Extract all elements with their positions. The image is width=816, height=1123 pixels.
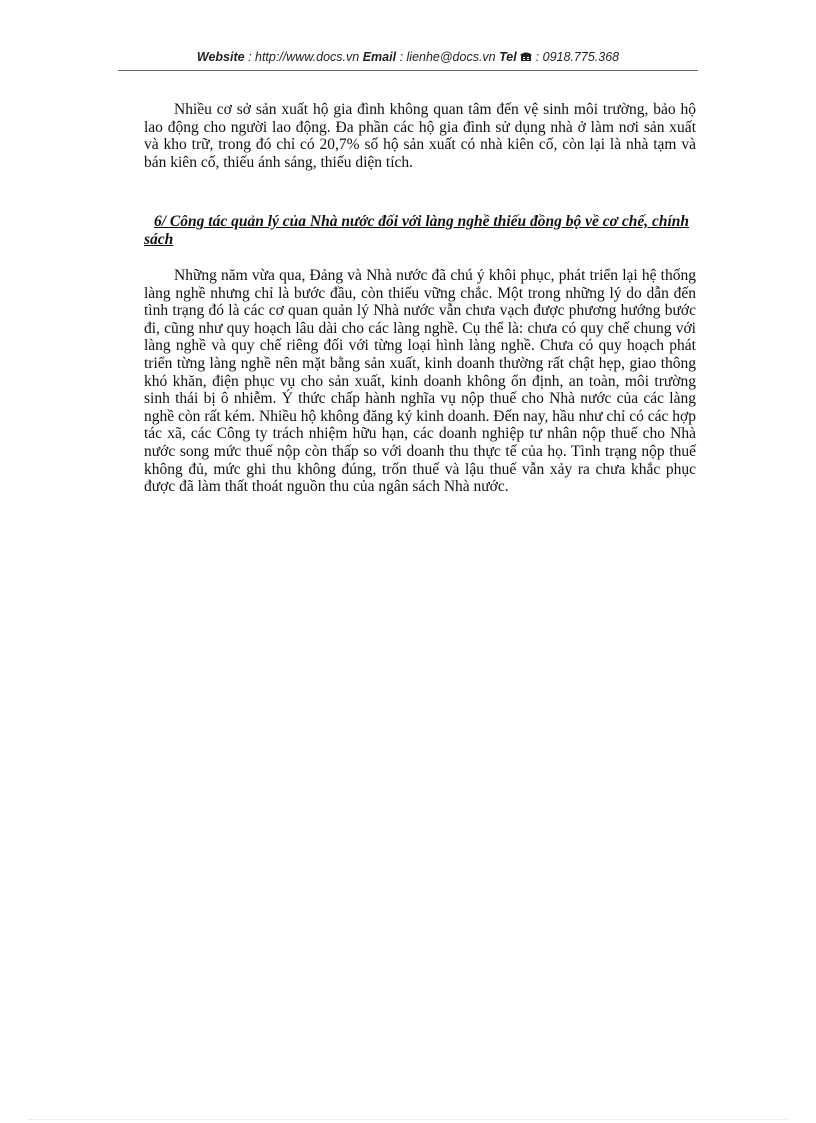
email-value: : lienhe@docs.vn bbox=[399, 50, 496, 64]
website-value: : http://www.docs.vn bbox=[248, 50, 360, 64]
page-header bbox=[118, 50, 698, 64]
phone-icon bbox=[520, 50, 535, 64]
website-label: Website bbox=[196, 50, 245, 64]
header-divider bbox=[118, 70, 698, 71]
paragraph-2: Những năm vừa qua, Đảng và Nhà nước đã chú ý khôi phục, phát triển lại hệ thống làng nghề nhưng chỉ là bước đầu, còn thiếu vững chắc. Một trong những lý do dẫn đến tình trạng đó là các cơ quan quản lý Nhà nước vẫn chưa vạch được phương hướng bước đi, cũng như quy hoạch lâu dài cho các làng nghề. Cụ thể là: chưa có quy chế chung với làng nghề và quy chế riêng đối với từng loại hình làng nghề. Chưa có quy hoạch phát triển từng làng nghề nên mặt bằng sản xuất, kinh doanh thường rất chật hẹp, giao thông khó khăn, điện phục vụ cho sản xuất, kinh doanh không ổn định, an toàn, môi trường sinh thái bị ô nhiễm. Ý thức chấp hành nghĩa vụ nộp thuế cho Nhà nước của các làng nghề còn rất kém. Nhiều hộ không đăng ký kinh doanh. Đến nay, hầu như chỉ có các hợp tác xã, các Công ty trách nhiệm hữu hạn, các doanh nghiệp tư nhân nộp thuế cho Nhà nước song mức thuế nộp còn thấp so với doanh thu thực tế của họ. Tình trạng nộp thuế không đủ, mức ghi thu không đúng, trốn thuế và lậu thuế vẫn xảy ra chưa khắc phục được đã làm thất thoát nguồn thu của ngân sách Nhà nước. bbox=[144, 267, 696, 496]
tel-value: : 0918.775.368 bbox=[535, 50, 620, 64]
tel-label: Tel bbox=[499, 50, 517, 64]
section-heading: 6/ Công tác quản lý của Nhà nước đối với làng nghề thiếu đồng bộ về cơ chế, chính sách bbox=[144, 213, 690, 248]
page-bottom-divider bbox=[28, 1119, 788, 1120]
paragraph-1: Nhiều cơ sở sản xuất hộ gia đình không quan tâm đến vệ sinh môi trường, bảo hộ lao động cho người lao động. Đa phần các hộ gia đình sử dụng nhà ở làm nơi sản xuất và kho trữ, trong đó chỉ có 20,7% số hộ sản xuất có nhà kiên cố, còn lại là nhà tạm và bán kiên cố, thiếu ánh sáng, thiếu diện tích. bbox=[144, 101, 696, 171]
email-label: Email bbox=[362, 50, 397, 64]
